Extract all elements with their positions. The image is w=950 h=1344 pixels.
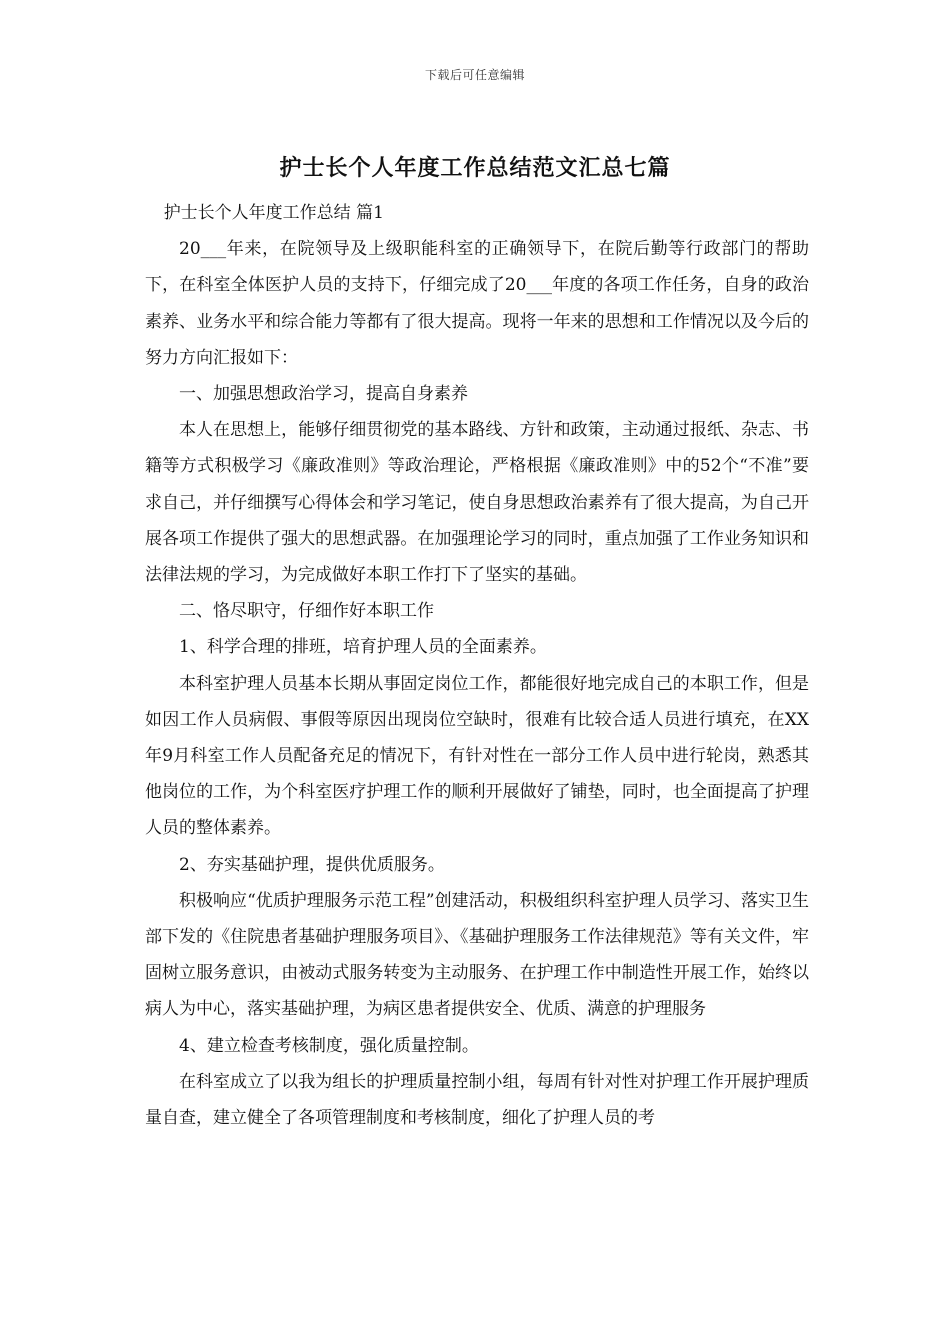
paragraph: 20___年来，在院领导及上级职能科室的正确领导下，在院后勤等行政部门的帮助下，在科室全体医护人员的支持下，仔细完成了20___年度的各项工作任务，自身的政治素养、业务水平和综合能力等都有了很大提高。现将一年来的思想和工作情况以及今后的努力方向汇报如下： <box>145 239 809 368</box>
subheading: 4、建立检查考核制度，强化质量控制。 <box>179 1035 479 1056</box>
section-heading: 护士长个人年度工作总结 篇1 <box>163 203 384 223</box>
header-note: 下载后可任意编辑 <box>424 68 525 82</box>
paragraph: 在科室成立了以我为组长的护理质量控制小组，每周有针对性对护理工作开展护理质量自查，建立健全了各项管理制度和考核制度，细化了护理人员的考 <box>145 1071 809 1129</box>
subheading: 二、恪尽职守，仔细作好本职工作 <box>179 601 434 622</box>
subheading: 2、夯实基础护理，提供优质服务。 <box>179 854 445 875</box>
subheading: 1、科学合理的排班，培育护理人员的全面素养。 <box>179 637 547 658</box>
paragraph: 积极响应“优质护理服务示范工程”创建活动，积极组织科室护理人员学习、落实卫生部下发的《住院患者基础护理服务项目》、《基础护理服务工作法律规范》等有关文件，牢固树立服务意识，由被动式服务转变为主动服务、在护理工作中制造性开展工作，始终以病人为中心，落实基础护理，为病区患者提供安全、优质、满意的护理服务 <box>145 890 809 1020</box>
paragraph: 本科室护理人员基本长期从事固定岗位工作，都能很好地完成自己的本职工作，但是如因工作人员病假、事假等原因出现岗位空缺时，很难有比较合适人员进行填充，在XX年9月科室工作人员配备充足的情况下，有针对性在一部分工作人员中进行轮岗，熟悉其他岗位的工作，为个科室医疗护理工作的顺利开展做好了铺垫，同时，也全面提高了护理人员的整体素养。 <box>145 673 809 839</box>
document-title: 护士长个人年度工作总结范文汇总七篇 <box>279 155 671 181</box>
paragraph: 本人在思想上，能够仔细贯彻党的基本路线、方针和政策，主动通过报纸、杂志、书籍等方式积极学习《廉政准则》等政治理论，严格根据《廉政准则》中的52个“不准”要求自己，并仔细撰写心得体会和学习笔记，使自身思想政治素养有了很大提高，为自己开展各项工作提供了强大的思想武器。在加强理论学习的同时，重点加强了工作业务知识和法律法规的学习，为完成做好本职工作打下了坚实的基础。 <box>145 420 809 586</box>
document-body <box>145 195 809 1136</box>
subheading: 一、加强思想政治学习，提高自身素养 <box>179 384 468 405</box>
